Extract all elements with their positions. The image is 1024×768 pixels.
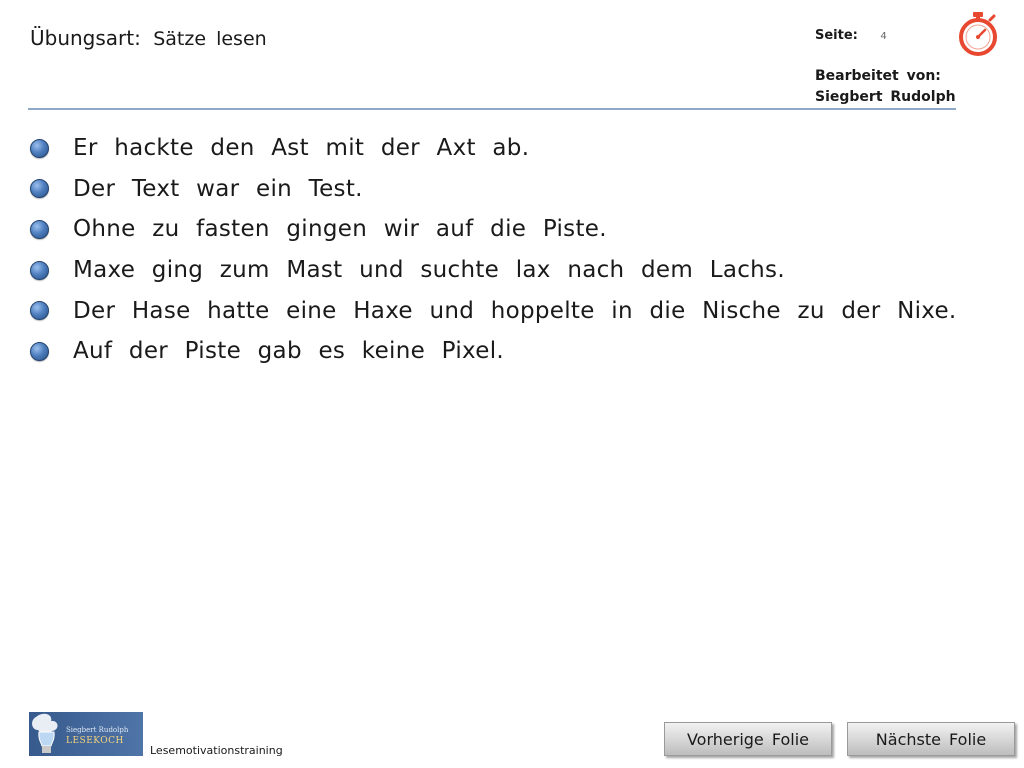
lesekoch-logo — [29, 712, 143, 756]
editor-name: Siegbert Rudolph — [815, 89, 956, 105]
next-slide-button[interactable]: Nächste Folie — [847, 722, 1015, 756]
lightbulb-icon — [29, 712, 65, 756]
editor-label: Bearbeitet von: — [815, 68, 941, 84]
bullet-icon — [30, 342, 49, 361]
page-indicator — [815, 28, 887, 43]
exercise-type-value: Sätze lesen — [153, 28, 267, 50]
previous-slide-button[interactable]: Vorherige Folie — [664, 722, 832, 756]
logo-author: Siegbert Rudolph — [66, 726, 129, 734]
bullet-icon — [30, 179, 49, 198]
sentence-text: Der Hase hatte eine Haxe und hoppelte in die Nische zu der Nixe. — [73, 297, 957, 324]
page-number: 4 — [880, 31, 887, 42]
bullet-icon — [30, 139, 49, 158]
exercise-type — [30, 26, 267, 50]
list-item — [30, 331, 957, 372]
sentence-text: Ohne zu fasten gingen wir auf die Piste. — [73, 216, 607, 243]
list-item — [30, 209, 957, 250]
sentence-text: Er hackte den Ast mit der Axt ab. — [73, 135, 530, 162]
bullet-icon — [30, 301, 49, 320]
sentence-text: Maxe ging zum Mast und suchte lax nach dem Lachs. — [73, 257, 785, 284]
stopwatch-icon[interactable] — [954, 10, 1002, 58]
list-item — [30, 169, 957, 210]
brand-label: Lesemotivationstraining — [150, 744, 283, 757]
list-item — [30, 250, 957, 291]
editor-info — [815, 66, 956, 108]
sentence-text: Auf der Piste gab es keine Pixel. — [73, 338, 504, 365]
sentence-text: Der Text war ein Test. — [73, 175, 363, 202]
list-item — [30, 290, 957, 331]
logo-title: LESEKOCH — [66, 736, 124, 746]
bullet-icon — [30, 261, 49, 280]
bullet-icon — [30, 220, 49, 239]
header-divider — [28, 108, 956, 110]
sentence-list — [30, 128, 957, 372]
list-item — [30, 128, 957, 169]
exercise-type-label: Übungsart: — [30, 26, 141, 50]
page-label: Seite: — [815, 28, 858, 43]
